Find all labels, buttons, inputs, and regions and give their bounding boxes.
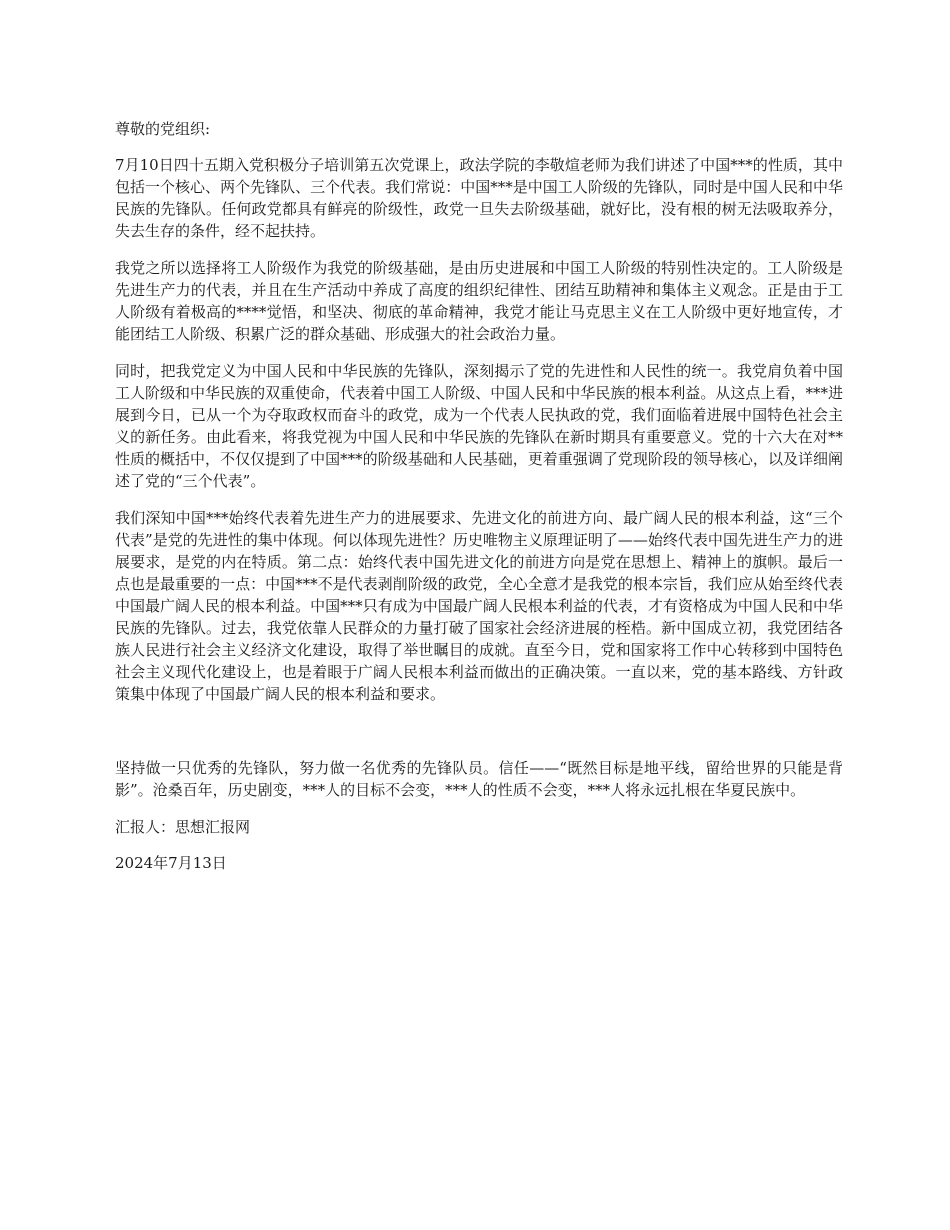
- paragraph-4: 我们深知中国***始终代表着先进生产力的进展要求、先进文化的前进方向、最广阔人民的根本利益，这“三个代表”是党的先进性的集中体现。何以体现先进性？历史唯物主义原理证明了——始终代表中国先进生产力的进展要求，是党的内在特质。第二点：始终代表中国先进文化的前进方向是党在思想上、精神上的旗帜。最后一点也是最重要的一点：中国***不是代表剥削阶级的政党，全心全意才是我党的根本宗旨，我们应从始至终代表中国最广阔人民的根本利益。中国***只有成为中国最广阔人民根本利益的代表，才有资格成为中国人民和中华民族的先锋队。过去，我党依靠人民群众的力量打破了国家社会经济进展的桎梏。新中国成立初，我党团结各族人民进行社会主义经济文化建设，取得了举世瞩目的成就。直至今日，党和国家将工作中心转移到中国特色社会主义现代化建设上，也是着眼于广阔人民根本利益而做出的正确决策。一直以来，党的基本路线、方针政策集中体现了中国最广阔人民的根本利益和要求。: [115, 509, 843, 703]
- date: 2024年7月13日: [115, 854, 227, 872]
- paragraph-3: 同时，把我党定义为中国人民和中华民族的先锋队，深刻揭示了党的先进性和人民性的统一。我党肩负着中国工人阶级和中华民族的双重使命，代表着中国工人阶级、中国人民和中华民族的根本利益。从这点上看，***进展到今日，已从一个为夺取政权而奋斗的政党，成为一个代表人民执政的党，我们面临着进展中国特色社会主义的新任务。由此看来，将我党视为中国人民和中华民族的先锋队在新时期具有重要意义。党的十六大在对**性质的概括中，不仅仅提到了中国***的阶级基础和人民基础，更着重强调了党现阶段的领导核心，以及详细阐述了党的“三个代表”。: [115, 362, 843, 490]
- paragraph-2: 我党之所以选择将工人阶级作为我党的阶级基础，是由历史进展和中国工人阶级的特别性决定的。工人阶级是先进生产力的代表，并且在生产活动中养成了高度的组织纪律性、团结互助精神和集体主义观念。正是由于工人阶级有着极高的****觉悟，和坚决、彻底的革命精神，我党才能让马克思主义在工人阶级中更好地宣传，才能团结工人阶级、积累广泛的群众基础、形成强大的社会政治力量。: [115, 259, 843, 343]
- signature: 汇报人：思想汇报网: [115, 818, 251, 836]
- salutation: 尊敬的党组织:: [115, 120, 211, 138]
- letter-body: [115, 118, 843, 888]
- paragraph-1: 7月10日四十五期入党积极分子培训第五次党课上，政法学院的李敬煊老师为我们讲述了中国***的性质，其中包括一个核心、两个先锋队、三个代表。我们常说：中国***是中国工人阶级的先锋队，同时是中国人民和中华民族的先锋队。任何政党都具有鲜亮的阶级性，政党一旦失去阶级基础，就好比，没有根的树无法吸取养分，失去生存的条件，经不起扶持。: [115, 156, 843, 240]
- paragraph-5: 坚持做一只优秀的先锋队，努力做一名优秀的先锋队员。信任——“既然目标是地平线，留给世界的只能是背影”。沧桑百年，历史剧变，***人的目标不会变，***人的性质不会变，***人将永远扎根在华夏民族中。: [115, 759, 843, 799]
